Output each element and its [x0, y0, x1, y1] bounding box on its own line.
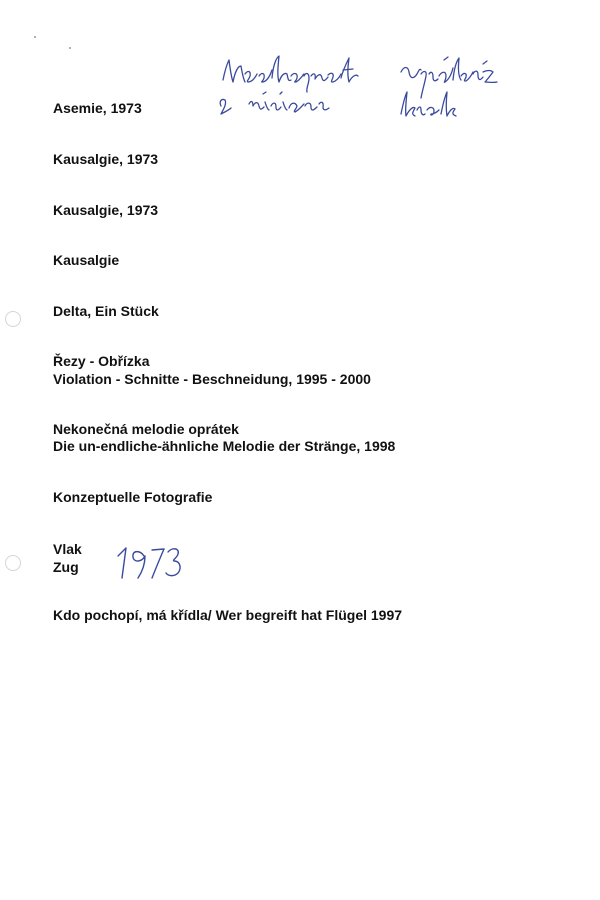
entry-kausalgie-1973-b: Kausalgie, 1973	[53, 202, 159, 218]
entry-vlak: Vlak	[53, 541, 82, 557]
entry-kausalgie-1973-a: Kausalgie, 1973	[53, 151, 159, 167]
entry-rezy-obrizka: Řezy - Obřízka	[53, 353, 150, 369]
entry-unendliche-melodie: Die un-endliche-ähnliche Melodie der Stränge, 1998	[53, 438, 396, 454]
entry-kausalgie: Kausalgie	[53, 252, 120, 268]
paper-speck	[34, 36, 36, 38]
entry-konzeptuelle-fotografie: Konzeptuelle Fotografie	[53, 489, 213, 505]
entry-delta: Delta, Ein Stück	[53, 303, 159, 319]
punch-hole	[5, 311, 21, 327]
entry-zug: Zug	[53, 559, 79, 575]
punch-hole	[5, 555, 21, 571]
entry-violation: Violation - Schnitte - Beschneidung, 1995 - 2000	[53, 371, 371, 387]
paper-speck	[69, 47, 71, 49]
entry-kdo-pochopi: Kdo pochopí, má křídla/ Wer begreift hat Flügel 1997	[53, 607, 403, 623]
entry-asemie-1973: Asemie, 1973	[53, 100, 142, 116]
handwritten-note	[215, 52, 515, 130]
handwritten-year	[112, 540, 192, 584]
entry-nekonecna-melodie: Nekonečná melodie oprátek	[53, 421, 239, 437]
